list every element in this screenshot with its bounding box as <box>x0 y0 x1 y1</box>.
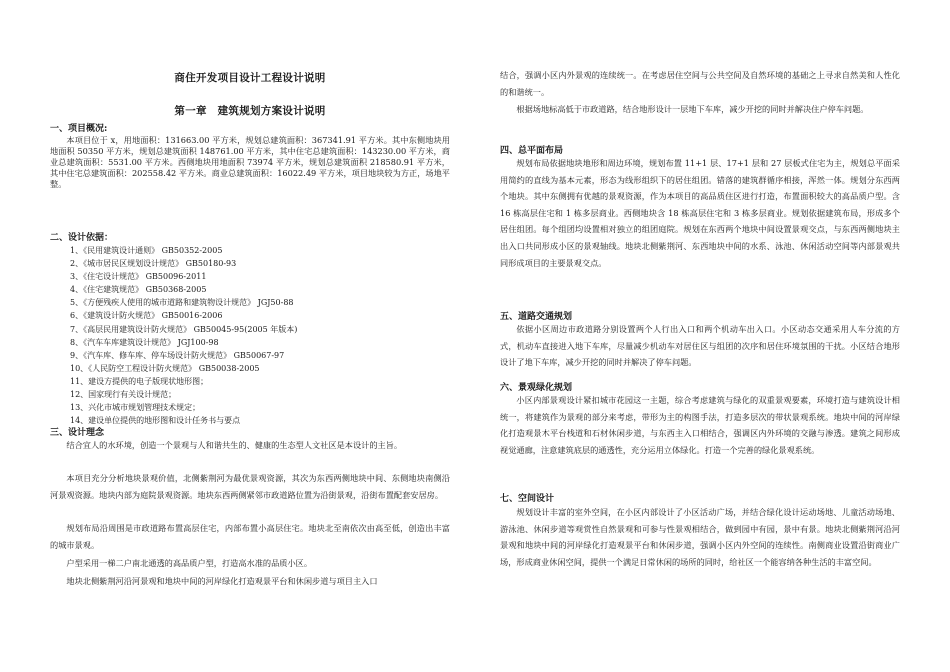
list-item: 2、《城市居民区规划设计规范》 GB50180-93 <box>70 259 237 269</box>
section-2-heading: 二、设计依据： <box>50 233 114 243</box>
list-item: 10、《人民防空工程设计防火规范》 GB50038-2005 <box>70 363 260 373</box>
parking-paragraph: 根据场地标高低于市政道路，结合地形设计一层地下车库，减少开挖的同时并解决住户停车问题。 <box>516 104 869 114</box>
section-4-text: 规划布局依据地块地形和周边环境，规划布置 11+1 层、17+1 层和 27 层板式住宅为主，规划总平面采用简约的直线为基本元素，形态为线形组织下的居住组团。错落的建筑群循序相接，浑然一体。规划分东西两个地块。其中东侧拥有优越的景观资源，作为本项目的高品质住区进行打造，布置面积较大的高品质户型。含 16 栋高层住宅和 1 栋多层商业。西侧地块含 18 栋高层住宅和 3 栋多层商业。规划依据建筑布局，形成多个居住组团。每个组团均设置相对独立的组团庭院。规划在东西两个地块中间设置景观交点，与东西两侧地块主出入口共同形成小区的景观轴线。地块北侧紫荆河、东西地块中间的水系、泳池、休闲活动空间等内部景观共同形成项目的主要景观交点。 <box>500 158 900 268</box>
list-item: 7、《高层民用建筑设计防火规范》 GB50045-95(2005 年版本) <box>70 324 298 334</box>
section-3-paragraph-1: 结合宜人的水环境，创造一个景观与人和谐共生的、健康的生态型人文社区是本设计的主旨。 <box>66 440 403 450</box>
section-1-text: 本项目位于 x，用地面积：131663.00 平方米，规划总建筑面积：367341.91 平方米。其中东侧地块用地面积 50350 平方米，规划总建筑面积 148761.00 平方米，其中住宅总建筑面积：143230.00 平方米，商业总建筑面积：5531.00 平方米。西侧地块用地面积 73974 平方米，规划总建筑面积 218580.91 平方米，其中住宅总建筑面积：202558.42 平方米。商业总建筑面积：16022.49 平方米，项目地块较为方正，场地平整。 <box>50 135 450 189</box>
section-3-paragraph-2: 本项目充分分析地块景观价值，北侧紫荆河为最优景观资源，其次为东西两侧地块中间、东侧地块南侧沿河景观资源。地块内部为庭院景观资源。地块东西两侧紧邻市政道路位置为沿街景观，沿街布置配套安居房。 <box>50 473 450 500</box>
continued-paragraph: 结合，强调小区内外景观的连续统一。在考虑居住空间与公共空间及自然环境的基础之上寻求自然美和人性化的和谐统一。 <box>500 70 900 97</box>
section-3-paragraph-4: 户型采用一梯二户南北通透的高品质户型，打造高水准的品质小区。 <box>66 558 313 568</box>
list-item: 11、建设方提供的电子版现状地形图； <box>70 376 209 386</box>
list-item: 14、建设单位提供的地形图和设计任务书与要点 <box>70 416 241 426</box>
document-title: 商住开发项目设计工程设计说明 <box>174 72 326 84</box>
section-3-paragraph-3: 规划布局沿周围是市政道路布置高层住宅，内部布置小高层住宅。地块北至南依次由高至低，创造出丰富的城市景观。 <box>50 523 450 550</box>
section-7-heading: 七、空间设计 <box>500 494 555 504</box>
list-item: 13、兴化市城市规划管理技术规定； <box>70 403 201 413</box>
design-basis-list <box>70 244 297 427</box>
list-item: 9、《汽车库、修车库、停车场设计防火规范》 GB50067-97 <box>70 350 285 360</box>
list-item: 3、《住宅设计规范》 GB50096-2011 <box>70 272 207 282</box>
section-3-paragraph-5: 地块北侧紫荆河沿河景观和地块中间的河岸绿化打造观景平台和休闲步道与项目主入口 <box>66 576 378 586</box>
section-3-heading: 三、设计理念 <box>50 428 105 438</box>
section-6-text: 小区内部景观设计紧扣城市花园这一主题，综合考虑建筑与绿化的双重景观要素，环境打造与建筑设计相统一，将建筑作为景观的部分来考虑，带形为主的构图手法，打造多层次的带状景观系统。地块中间的河岸绿化打造观景木平台栈道和石材休闲步道，与东西主入口相结合，强调区内外环境的交融与渗透。建筑之间形成视觉通廊，注意建筑底层的通透性，充分运用立体绿化。打造一个完善的绿化景观系统。 <box>500 395 900 455</box>
section-7-text: 规划设计丰富的室外空间，在小区内部设计了小区活动广场，并结合绿化设计运动场地、儿童活动场地、游泳池、休闲步道等观赏性自然景观和可参与性景观相结合，做到园中有园，景中有景。地块北侧紫荆河沿河景观和地块中间的河岸绿化打造观景平台和休闲步道，强调小区内外空间的连续性。南侧商业设置沿街商业广场，形成商业休闲空间，提供一个满足日常休闲的场所的同时，给社区一个能容纳各种生活的丰富空间。 <box>500 507 900 567</box>
chapter-heading: 第一章 建筑规划方案设计说明 <box>174 105 326 117</box>
section-5-text: 依据小区周边市政道路分别设置两个人行出入口和两个机动车出入口。小区动态交通采用人车分流的方式，机动车直接进入地下车库，尽量减少机动车对居住区与组团的次序和居住环境氛围的干扰。小区结合地形设计了地下车库，减少开挖的同时并解决了停车问题。 <box>500 324 900 368</box>
section-4-heading: 四、总平面布局 <box>500 146 564 156</box>
section-6-heading: 六、景观绿化规划 <box>500 383 573 393</box>
list-item: 6、《建筑设计防火规范》 GB50016-2006 <box>70 311 223 321</box>
section-1-heading: 一、项目概况: <box>50 124 108 134</box>
section-5-heading: 五、道路交通规划 <box>500 312 573 322</box>
list-item: 5、《方便残疾人使用的城市道路和建筑物设计规范》 JGJ50-88 <box>70 298 294 308</box>
list-item: 8、《汽车车库建筑设计规范》 JGJ100-98 <box>70 337 219 347</box>
list-item: 4、《住宅建筑规范》 GB50368-2005 <box>70 285 207 295</box>
list-item: 1、《民用建筑设计通则》 GB50352-2005 <box>70 246 223 255</box>
list-item: 12、国家现行有关设计规范； <box>70 390 177 400</box>
